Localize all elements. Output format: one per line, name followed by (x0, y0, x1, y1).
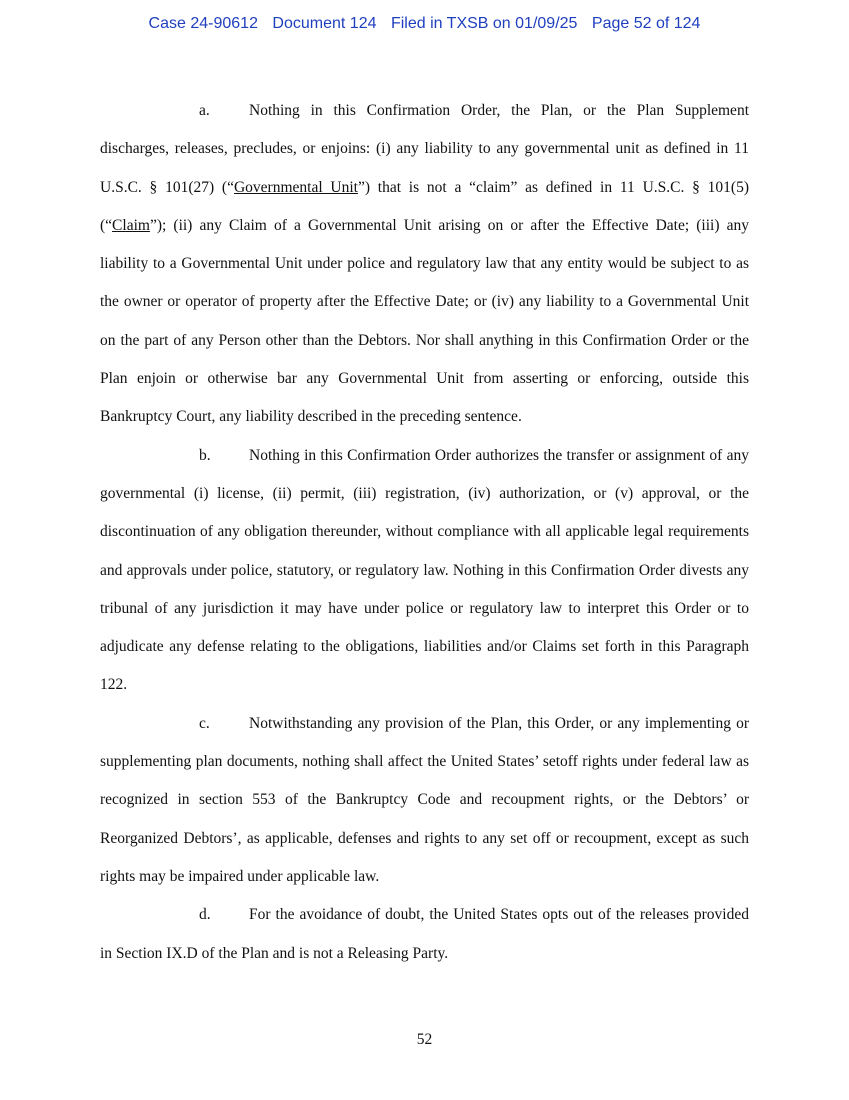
paragraph-text: Notwithstanding any provision of the Plan, this Order, or any implementing or supplementing plan documents, nothing shall affect the United States’ setoff rights under federal law as recognized in section 553 of the Bankruptcy Code and recoupment rights, or the Debtors’ or Reorganized Debtors’, as applicable, defenses and rights to any set off or recoupment, except as such rights may be impaired under applicable law. (100, 714, 749, 885)
filed-date: Filed in TXSB on 01/09/25 (390, 15, 578, 32)
page-indicator: Page 52 of 124 (591, 15, 701, 32)
paragraph-b (100, 437, 749, 705)
defined-term-governmental-unit: Governmental Unit (233, 178, 358, 196)
paragraph-c (100, 705, 749, 896)
document-number: Document 124 (272, 15, 377, 32)
case-number: Case 24-90612 (148, 15, 258, 32)
page-number: 52 (416, 1031, 433, 1048)
paragraph-label: a. (199, 102, 210, 119)
paragraph-label: d. (199, 906, 211, 924)
paragraph-text: Nothing in this Confirmation Order, the Plan, or the Plan Supplement discharges, releases, precludes, or enjoins: (i) any liability to any governmental unit as defined in 11 U.S.C. § 101(27) (“ (100, 102, 749, 196)
paragraph-text: ”); (ii) any Claim of a Governmental Unit arising on or after the Effective Date; (iii) any liability to a Governmental Unit under police and regulatory law that any entity would be subject to as the owner or operator of property after the Effective Date; or (iv) any liability to a Governmental Unit on the part of any Person other than the Debtors. Nor shall anything in this Confirmation Order or the Plan enjoin or otherwise bar any Governmental Unit from asserting or enforcing, outside this Bankruptcy Court, any liability described in the preceding sentence. (100, 216, 749, 426)
paragraph-label: b. (199, 446, 211, 464)
defined-term-claim: Claim (112, 216, 150, 234)
paragraph-a (100, 92, 749, 437)
court-filing-header (0, 15, 849, 33)
paragraph-text: ”) that is not a “claim” as defined in 11 U.S.C. § 101(5) (“ (100, 178, 749, 234)
paragraph-label: c. (199, 714, 210, 732)
paragraph-d (100, 896, 749, 973)
document-body (100, 92, 749, 973)
paragraph-text: For the avoidance of doubt, the United States opts out of the releases provided in Section IX.D of the Plan and is not a Releasing Party. (100, 906, 749, 962)
paragraph-text: Nothing in this Confirmation Order authorizes the transfer or assignment of any governmental (i) license, (ii) permit, (iii) registration, (iv) authorization, or (v) approval, or the discontinuation of any obligation thereunder, without compliance with all applicable legal requirements and approvals under police, statutory, or regulatory law. Nothing in this Confirmation Order divests any tribunal of any jurisdiction it may have under police or regulatory law to interpret this Order or to adjudicate any defense relating to the obligations, liabilities and/or Claims set forth in this Paragraph 122. (100, 446, 749, 694)
